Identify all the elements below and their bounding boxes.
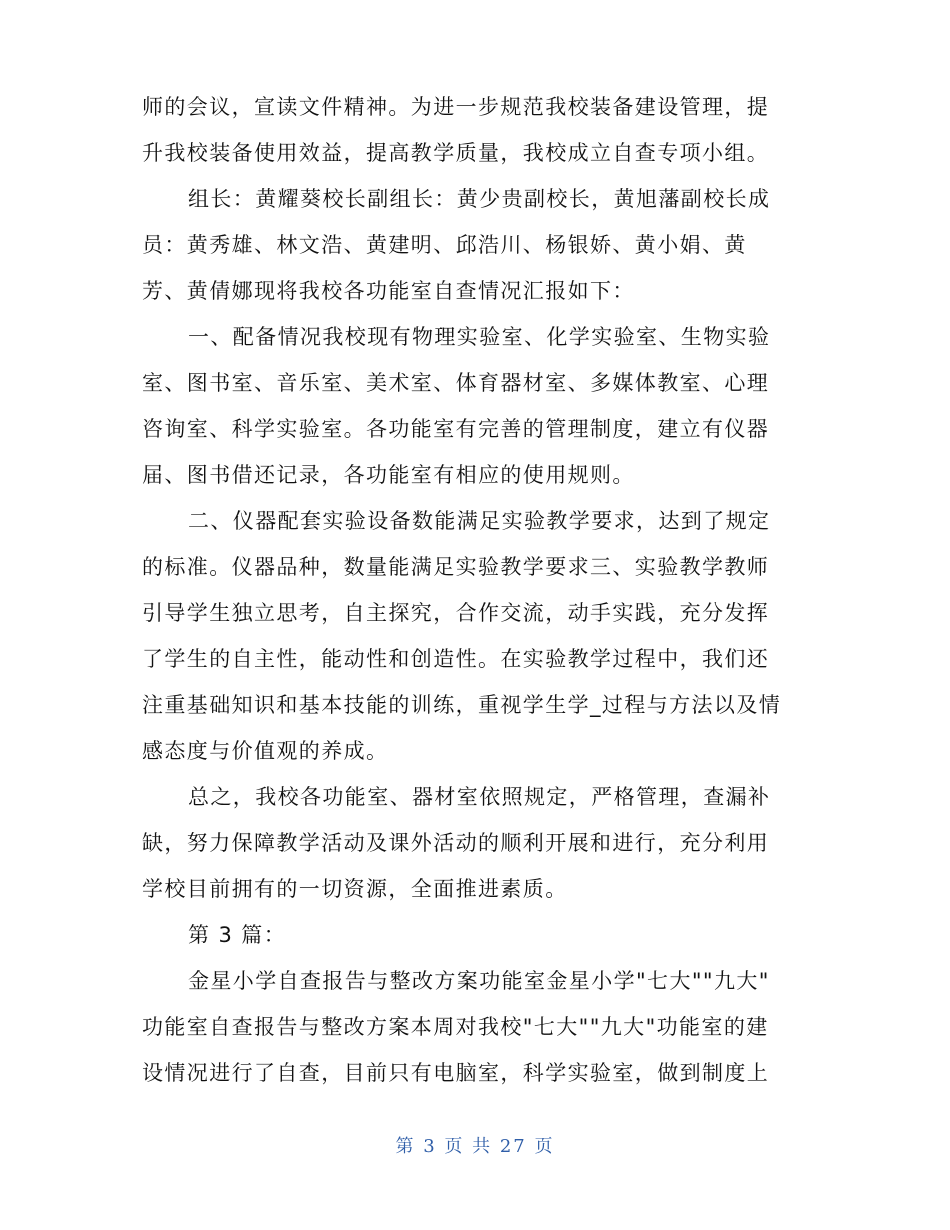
section-heading: 第 3 篇： — [188, 923, 287, 947]
text-line: 注重基础知识和基本技能的训练，重视学生学_过程与方法以及情 — [142, 693, 782, 717]
text-line: 员：黄秀雄、林文浩、黄建明、邱浩川、杨银娇、黄小娟、黄 — [142, 233, 747, 257]
text-line: 引导学生独立思考，自主探究，合作交流，动手实践，充分发挥 — [142, 601, 770, 625]
text-line: 二、仪器配套实验设备数能满足实验教学要求，达到了规定 — [188, 509, 771, 533]
text-line: 咨询室、科学实验室。各功能室有完善的管理制度，建立有仪器 — [142, 417, 770, 441]
text-line: 芳、黄倩娜现将我校各功能室自查情况汇报如下： — [142, 279, 635, 303]
text-line: 届、图书借还记录，各功能室有相应的使用规则。 — [142, 463, 635, 487]
text-line: 感态度与价值观的养成。 — [142, 739, 389, 763]
text-line: 的标准。仪器品种，数量能满足实验教学要求三、实验教学教师 — [142, 555, 770, 579]
text-line: 一、配备情况我校现有物理实验室、化学实验室、生物实验 — [188, 325, 771, 349]
text-line: 组长：黄耀葵校长副组长：黄少贵副校长，黄旭藩副校长成 — [188, 187, 771, 211]
document-body — [142, 84, 804, 1096]
text-line: 室、图书室、音乐室、美术室、体育器材室、多媒体教室、心理 — [142, 371, 770, 395]
text-line: 学校目前拥有的一切资源，全面推进素质。 — [142, 877, 568, 901]
text-line: 设情况进行了自查，目前只有电脑室，科学实验室，做到制度上 — [142, 1061, 770, 1085]
text-line: 缺，努力保障教学活动及课外活动的顺利开展和进行，充分利用 — [142, 831, 770, 855]
page-number-footer: 第 3 页 共 27 页 — [395, 1136, 555, 1157]
text-line: 总之，我校各功能室、器材室依照规定，严格管理，查漏补 — [188, 785, 771, 809]
text-line: 金星小学自查报告与整改方案功能室金星小学"七大""九大" — [188, 969, 770, 993]
text-line: 功能室自查报告与整改方案本周对我校"七大""九大"功能室的建 — [142, 1015, 769, 1039]
text-line: 了学生的自主性，能动性和创造性。在实验教学过程中，我们还 — [142, 647, 770, 671]
text-line: 升我校装备使用效益，提高教学质量，我校成立自查专项小组。 — [142, 141, 770, 165]
text-line: 师的会议，宣读文件精神。为进一步规范我校装备建设管理，提 — [142, 95, 770, 119]
